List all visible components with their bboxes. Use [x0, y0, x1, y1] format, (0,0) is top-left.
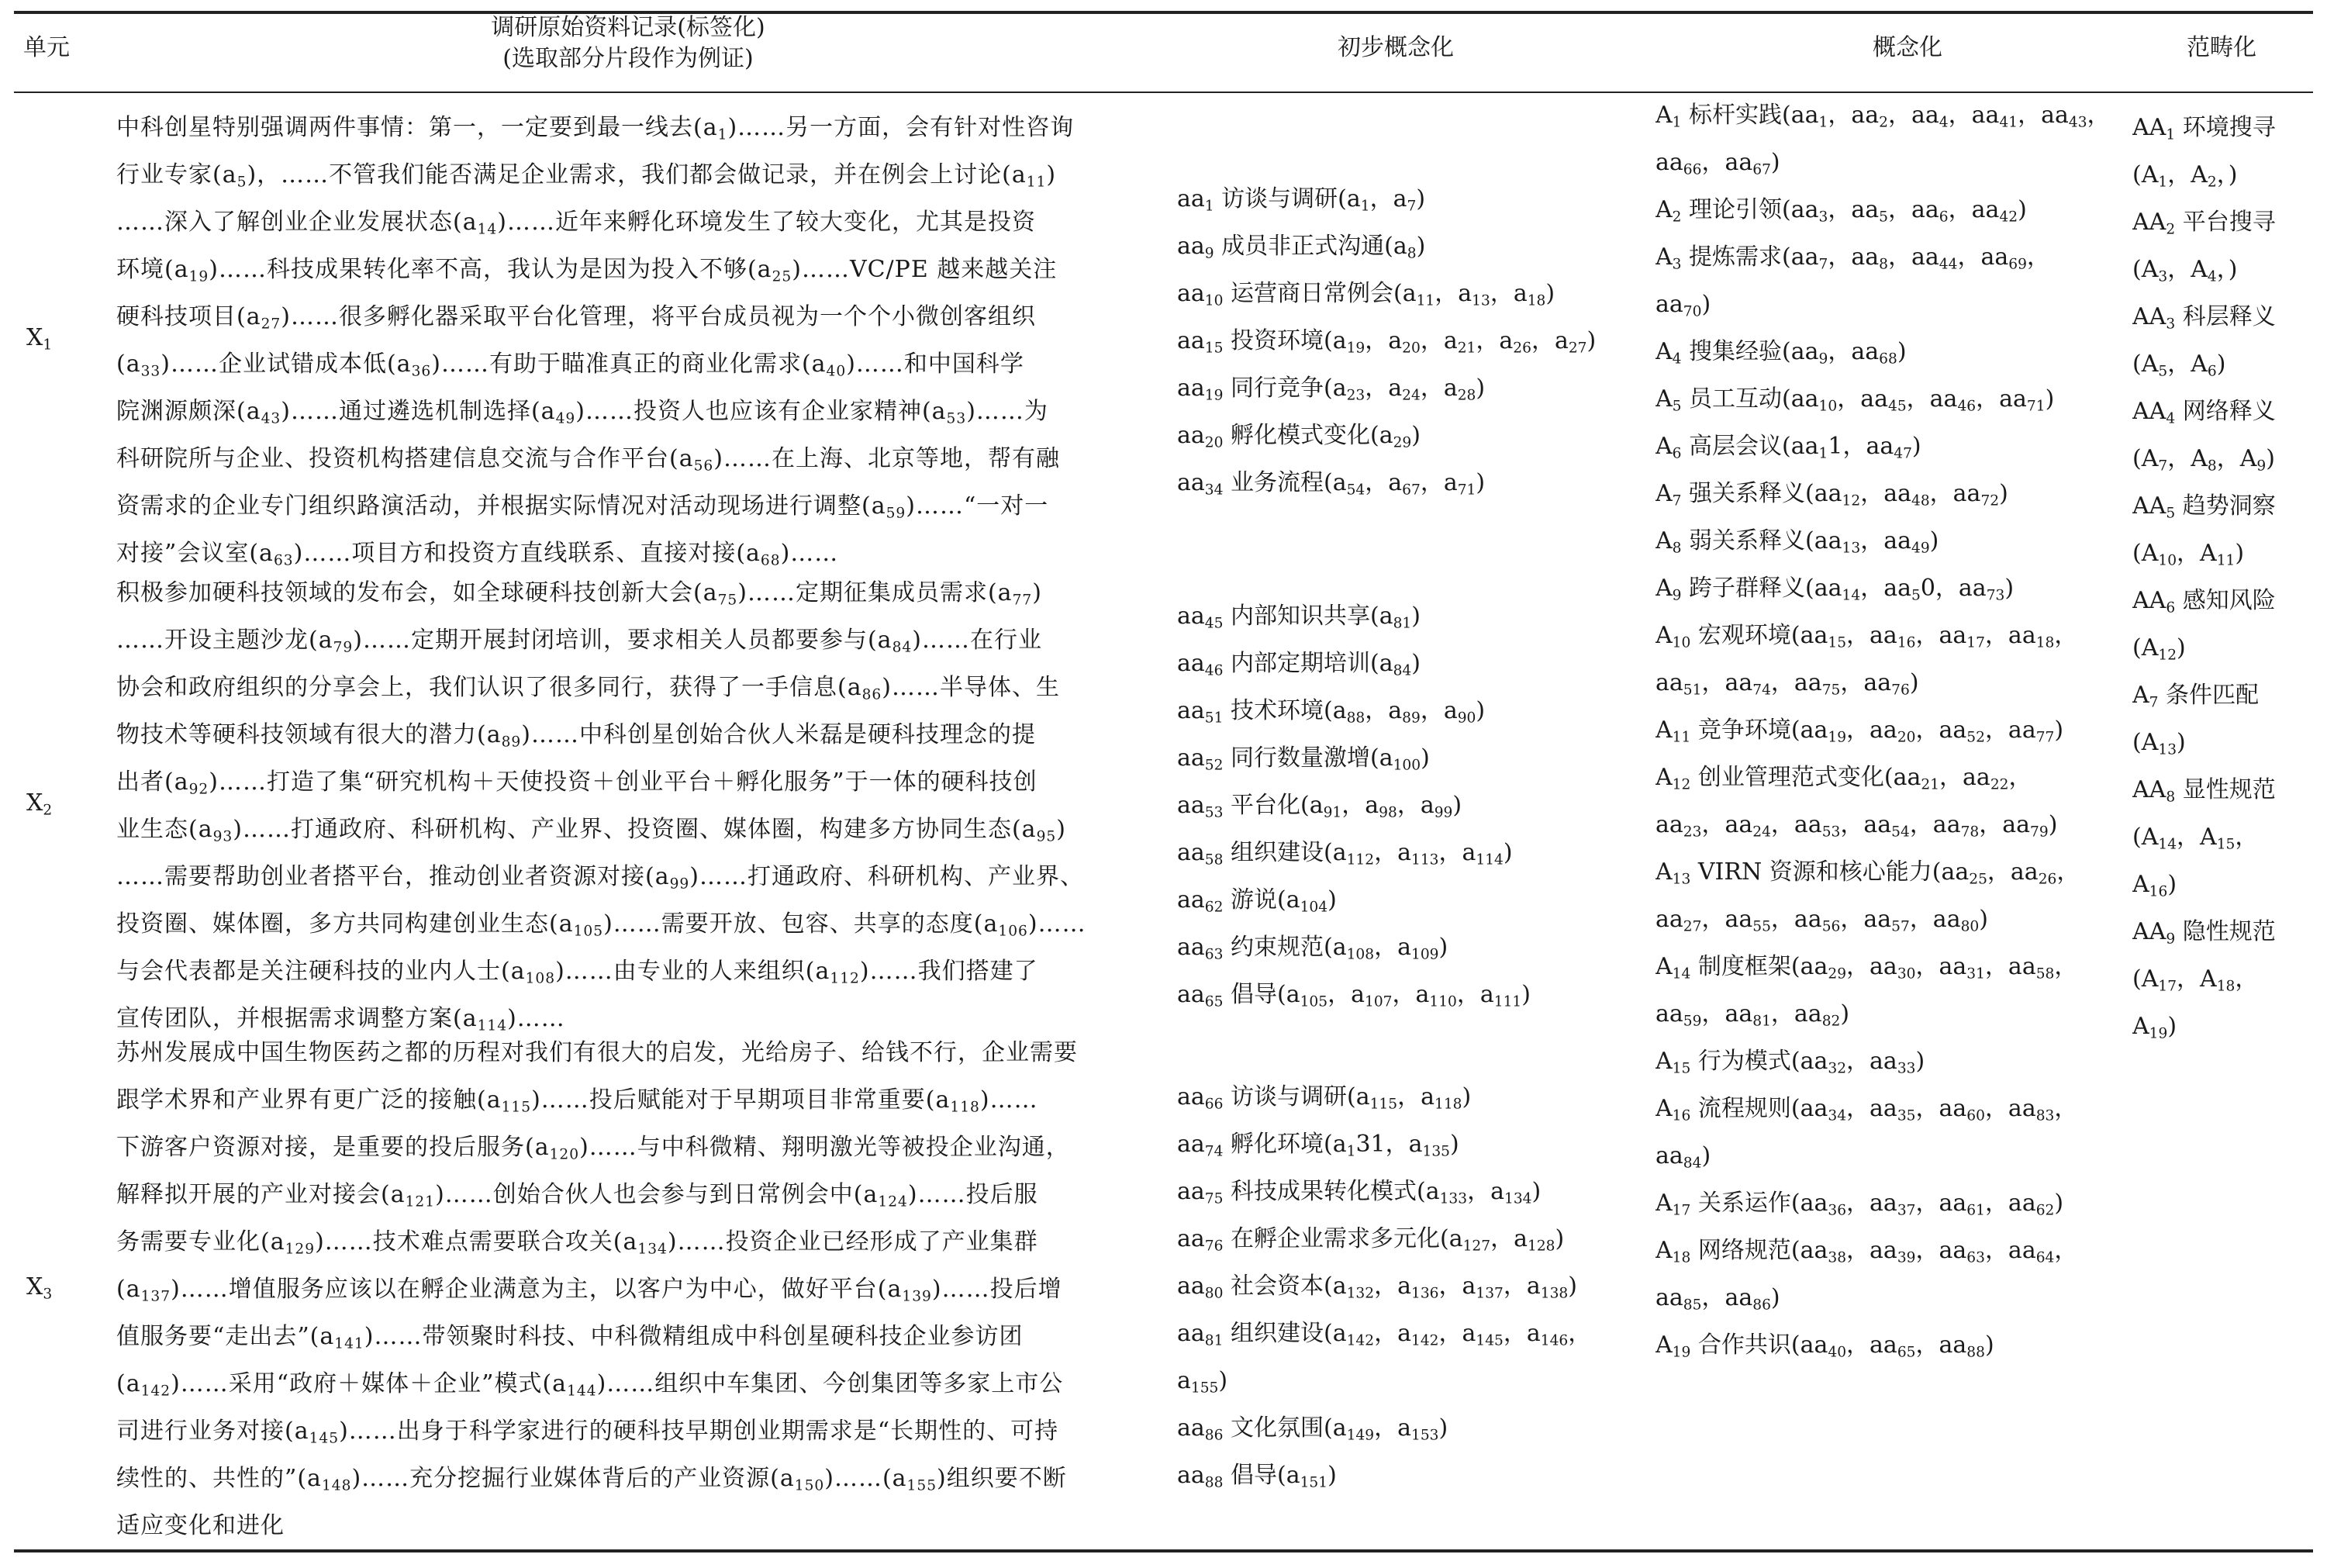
category-item: $AA_6$ 感知风险	[2132, 587, 2276, 616]
raw-record-line: 适应变化和进化	[116, 1512, 285, 1539]
category-item: $A_{19}$)	[2132, 1013, 2177, 1042]
concept-item: $A_{10}$ 宏观环境($aa_{15}$，$aa_{16}$，$aa_{17}$，$aa_{18}$，	[1655, 622, 2078, 651]
raw-record-line: 宣传团队，并根据需求调整方案$(a_{114})\dots\dots$	[116, 1005, 565, 1034]
header-raw-records	[116, 12, 1140, 74]
raw-record-line: 业生态$(a_{93})\dots\dots$打通政府、科研机构、产业界、投资圈、媒体圈，构建多方协同生态$(a_{95})$	[116, 816, 1066, 845]
initial-concept-item: $aa_{10}$ 运营商日常例会($a_{11}$，$a_{13}$，$a_{18}$)	[1177, 280, 1555, 309]
concept-item: $A_{16}$ 流程规则($aa_{34}$，$aa_{35}$，$aa_{60}$，$aa_{83}$，	[1655, 1095, 2078, 1124]
initial-concept-item: $aa_9$ 成员非正式沟通$(a_8)$	[1177, 233, 1426, 262]
initial-concept-item: $aa_{65}$ 倡导($a_{105}$，$a_{107}$，$a_{110}$，$a_{111}$)	[1177, 981, 1531, 1010]
header-initial-conceptualization: 初步概念化	[1338, 34, 1454, 61]
header-raw-line1: 调研原始资料记录(标签化)	[491, 14, 765, 41]
category-item: $AA_1$ 环境搜寻	[2132, 114, 2276, 143]
initial-concept-item: $aa_{66}$ 访谈与调研($a_{115}$，$a_{118}$)	[1177, 1083, 1472, 1113]
category-item: ($A_{14}$，$A_{15}$，	[2132, 824, 2259, 853]
concept-item: $A_{14}$ 制度框架($aa_{29}$，$aa_{30}$，$aa_{31}$，$aa_{58}$，	[1655, 953, 2078, 983]
category-item: $(A_{12})$	[2132, 634, 2186, 664]
raw-record-line: 对接”会议室$(a_{63})\dots\dots$项目方和投资方直线联系、直接对接$(a_{68})\dots\dots$	[116, 540, 839, 569]
header-unit: 单元	[23, 34, 70, 61]
category-item: $AA_5$ 趋势洞察	[2132, 492, 2276, 522]
initial-concept-item: $aa_{74}$ 孵化环境($a_131$，$a_{135}$)	[1177, 1131, 1459, 1160]
concept-item: $A_9$ 跨子群释义($aa_{14}$，$aa_50$，$aa_{73}$)	[1655, 575, 2015, 604]
initial-concept-item: $aa_{34}$ 业务流程($a_{54}$，$a_{67}$，$a_{71}$)	[1177, 469, 1486, 499]
raw-record-line: ……开设主题沙龙$(a_{79})\dots\dots$定期开展封闭培训，要求相关人员都要参与$(a_{84})\dots\dots$在行业	[116, 627, 1042, 656]
category-item: ($A_{10}$，$A_{11}$)	[2132, 540, 2245, 569]
concept-item: $A_{11}$ 竞争环境($aa_{19}$，$aa_{20}$，$aa_{52}$，$aa_{77}$)	[1655, 717, 2064, 746]
header-raw-line2: (选取部分片段作为例证)	[502, 45, 754, 72]
initial-concept-item: $aa_{75}$ 科技成果转化模式($a_{133}$，$a_{134}$)	[1177, 1178, 1542, 1207]
raw-record-line: 协会和政府组织的分享会上，我们认识了很多同行，获得了一手信息$(a_{86})\dots\dots$半导体、生	[116, 674, 1060, 703]
category-item: $AA_8$ 显性规范	[2132, 776, 2276, 806]
category-item: ($A_{17}$，$A_{18}$，	[2132, 965, 2259, 995]
raw-record-line: 环境$(a_{19})\dots\dots$科技成果转化率不高，我认为是因为投入不够$(a_{25})\dots\dots VC/PE$ 越来越关注	[116, 256, 1058, 285]
raw-records-x1	[116, 104, 1074, 577]
raw-records-x2	[116, 569, 1086, 1042]
initial-concept-item: $aa_{80}$ 社会资本($a_{132}$，$a_{136}$，$a_{137}$，$a_{138}$)	[1177, 1273, 1577, 1302]
initial-concept-item: $aa_{86}$ 文化氛围($a_{149}$，$a_{153}$)	[1177, 1414, 1448, 1444]
category-item: $AA_2$ 平台搜寻	[2132, 209, 2276, 238]
raw-record-line: $(a_{137})\dots\dots$增值服务应该以在孵企业满意为主，以客户为中心，做好平台$(a_{139})\dots\dots$投后增	[116, 1276, 1062, 1305]
unit-x2: $X_2$	[26, 789, 53, 819]
initial-concept-item: $aa_{58}$ 组织建设($a_{112}$，$a_{113}$，$a_{114}$)	[1177, 839, 1513, 869]
category-item: ($A_7$，$A_8$，$A_9$)	[2132, 445, 2275, 475]
raw-record-line: 积极参加硬科技领域的发布会，如全球硬科技创新大会$(a_{75})\dots\dots$定期征集成员需求$(a_{77})$	[116, 579, 1042, 609]
initial-concept-item: $aa_{62}$ 游说$(a_{104})$	[1177, 886, 1337, 916]
raw-record-line: 与会代表都是关注硬科技的业内人士$(a_{108})\dots\dots$由专业的人来组织$(a_{112})\dots\dots$我们搭建了	[116, 958, 1038, 987]
initial-concept-item: $aa_{81}$ 组织建设($a_{142}$，$a_{142}$，$a_{145}$，$a_{146}$，	[1177, 1320, 1592, 1349]
header-categorization: 范畴化	[2187, 34, 2256, 61]
raw-records-x3	[116, 1029, 1078, 1549]
category-item: $AA_3$ 科层释义	[2132, 303, 2276, 333]
initial-concept-item: $aa_{76}$ 在孵企业需求多元化($a_{127}$，$a_{128}$)	[1177, 1225, 1565, 1255]
bottom-rule	[14, 1549, 2313, 1552]
raw-record-line: 苏州发展成中国生物医药之都的历程对我们有很大的启发，光给房子、给钱不行，企业需要	[116, 1039, 1078, 1066]
raw-record-line: 中科创星特别强调两件事情：第一，一定要到最一线去$(a_1)\dots\dots$另一方面，会有针对性咨询	[116, 114, 1075, 143]
raw-record-line: 硬科技项目$(a_{27})\dots\dots$很多孵化器采取平台化管理，将平台成员视为一个个小微创客组织	[116, 303, 1036, 333]
initial-concept-item: $aa_{15}$ 投资环境($a_{19}$，$a_{20}$，$a_{21}$，$a_{26}$，$a_{27}$)	[1177, 327, 1597, 357]
initial-concept-item: $aa_{63}$ 约束规范($a_{108}$，$a_{109}$)	[1177, 934, 1448, 963]
concept-item: $A_7$ 强关系释义($aa_{12}$，$aa_{48}$，$aa_{72}$)	[1655, 480, 2008, 509]
raw-record-line: ……深入了解创业企业发展状态$(a_{14})\dots\dots$近年来孵化环境发生了较大变化，尤其是投资	[116, 209, 1036, 238]
initial-concept-item: $aa_{20}$ 孵化模式变化$(a_{29})$	[1177, 422, 1421, 451]
raw-record-line: 投资圈、媒体圈，多方共同构建创业生态$(a_{105})\dots\dots$需要开放、包容、共享的态度$(a_{106})\dots\dots$	[116, 910, 1086, 940]
raw-record-line: 跟学术界和产业界有更广泛的接触$(a_{115})\dots\dots$投后赋能对于早期项目非常重要$(a_{118})\dots\dots$	[116, 1086, 1038, 1116]
raw-record-line: 资需求的企业专门组织路演活动，并根据实际情况对活动现场进行调整$(a_{59})\dots\dots“$一对一	[116, 492, 1049, 522]
category-item: $(A_{13})$	[2132, 729, 2186, 758]
unit-x3: $X_3$	[26, 1273, 53, 1303]
concept-item: $aa_{70}$)	[1655, 291, 1711, 320]
raw-record-line: 司进行业务对接$(a_{145})\dots\dots$出身于科学家进行的硬科技早期创业期需求是“长期性的、可持	[116, 1418, 1059, 1447]
concept-item: $A_8$ 弱关系释义($aa_{13}$，$aa_{49}$)	[1655, 527, 1939, 557]
category-item: ($A_1$，$A_2$，)	[2132, 161, 2238, 191]
initial-concepts-x1	[1177, 175, 1596, 506]
concept-item: $A_{18}$ 网络规范($aa_{38}$，$aa_{39}$，$aa_{63}$，$aa_{64}$，	[1655, 1237, 2078, 1266]
concept-item: $A_{13}$ VIRN 资源和核心能力($aa_{25}$，$aa_{26}$，	[1655, 858, 2080, 888]
initial-concept-item: $aa_{51}$ 技术环境($a_{88}$，$a_{89}$，$a_{90}$)	[1177, 697, 1486, 727]
concept-item: $A_2$ 理论引领($aa_3$，$aa_5$，$aa_6$，$aa_{42}$)	[1655, 196, 2027, 226]
concept-list	[1655, 92, 2111, 1369]
initial-concept-item: $a_{155}$)	[1177, 1367, 1228, 1397]
category-item: $A_7$ 条件匹配	[2132, 682, 2260, 711]
unit-x1: $X_1$	[26, 324, 53, 354]
raw-record-line: 下游客户资源对接，是重要的投后服务$(a_{120})\dots\dots$与中科微精、翔明激光等被投企业沟通，	[116, 1134, 1070, 1163]
concept-item: $A_1$ 标杆实践($aa_1$，$aa_2$，$aa_4$，$aa_{41}$，$aa_{43}$，	[1655, 102, 2111, 131]
concept-item: $aa_{85}$，$aa_{86}$)	[1655, 1284, 1780, 1314]
category-item: $AA_9$ 隐性规范	[2132, 918, 2276, 948]
concept-item: $A_3$ 提炼需求($aa_7$，$aa_8$，$aa_{44}$，$aa_{69}$，	[1655, 243, 2050, 273]
initial-concept-item: $aa_1$ 访谈与调研($a_1$，$a_7$)	[1177, 185, 1426, 215]
category-list	[2132, 104, 2276, 1050]
concept-item: $A_4$ 搜集经验($aa_9$，$aa_{68}$)	[1655, 338, 1907, 368]
initial-concepts-x3	[1177, 1073, 1591, 1499]
raw-record-line: 院渊源颇深$(a_{43})\dots\dots$通过遴选机制选择$(a_{49})\dots\dots$投资人也应该有企业家精神$(a_{53})\dots\dots$为	[116, 398, 1048, 427]
raw-record-line: 续性的、共性的$”(a_{148})\dots\dots$充分挖掘行业媒体背后的产业资源$(a_{150})\dots\dots(a_{155})$组织要不断	[116, 1465, 1067, 1494]
concept-item: $A_{19}$ 合作共识($aa_{40}$，$aa_{65}$，$aa_{88}$)	[1655, 1331, 1994, 1361]
concept-item: $aa_{59}$，$aa_{81}$，$aa_{82}$)	[1655, 1000, 1850, 1030]
concept-item: $aa_{27}$，$aa_{55}$，$aa_{56}$，$aa_{57}$，$aa_{80}$)	[1655, 906, 1988, 935]
concept-item: $aa_{51}$，$aa_{74}$，$aa_{75}$，$aa_{76}$)	[1655, 669, 1919, 699]
raw-record-line: 物技术等硬科技领域有很大的潜力$(a_{89})\dots\dots$中科创星创始合伙人米磊是硬科技理念的提	[116, 721, 1036, 751]
raw-record-line: 科研院所与企业、投资机构搭建信息交流与合作平台$(a_{56})\dots\dots$在上海、北京等地，帮有融	[116, 445, 1060, 475]
raw-record-line: $(a_{33})\dots\dots$企业试错成本低$(a_{36})\dots\dots$有助于瞄准真正的商业化需求$(a_{40})\dots\dots$和中国科学	[116, 351, 1024, 380]
raw-record-line: 务需要专业化$(a_{129})\dots\dots$技术难点需要联合攻关$(a_{134})\dots\dots$投资企业已经形成了产业集群	[116, 1228, 1038, 1258]
concept-item: $A_{17}$ 关系运作($aa_{36}$，$aa_{37}$，$aa_{61}$，$aa_{62}$)	[1655, 1190, 2064, 1219]
raw-record-line: 行业专家$(a_5)$，……不管我们能否满足企业需求，我们都会做记录，并在例会上讨论$(a_{11})$	[116, 161, 1057, 191]
initial-concept-item: $aa_{46}$ 内部定期培训$(a_{84})$	[1177, 650, 1421, 679]
concept-item: $aa_{66}$，$aa_{67}$)	[1655, 149, 1780, 178]
initial-concepts-x2	[1177, 592, 1531, 1018]
category-item: $AA_4$ 网络释义	[2132, 398, 2276, 427]
concept-item: $A_{12}$ 创业管理范式变化($aa_{21}$，$aa_{22}$，	[1655, 764, 2032, 793]
category-item: ($A_5$，$A_6$)	[2132, 351, 2226, 380]
initial-concept-item: $aa_{19}$ 同行竞争($a_{23}$，$a_{24}$，$a_{28}$)	[1177, 375, 1486, 404]
concept-item: $aa_{84}$)	[1655, 1142, 1711, 1172]
raw-record-line: ……需要帮助创业者搭平台，推动创业者资源对接$(a_{99})\dots\dots$打通政府、科研机构、产业界、	[116, 863, 1084, 893]
concept-item: $aa_{23}$，$aa_{24}$，$aa_{53}$，$aa_{54}$，$aa_{78}$，$aa_{79}$)	[1655, 811, 2058, 841]
raw-record-line: 出者$(a_{92})\dots\dots$打造了集“研究机构＋天使投资＋创业平台＋孵化服务”于一体的硬科技创	[116, 768, 1037, 798]
initial-concept-item: $aa_{88}$ 倡导$(a_{151})$	[1177, 1462, 1337, 1491]
raw-record-line: 值服务要“走出去$”(a_{141})\dots\dots$带领聚时科技、中科微精组成中科创星硬科技企业参访团	[116, 1323, 1024, 1352]
initial-concept-item: $aa_{52}$ 同行数量激增$(a_{100})$	[1177, 744, 1430, 774]
initial-concept-item: $aa_{53}$ 平台化($a_{91}$，$a_{98}$，$a_{99}$)	[1177, 792, 1462, 821]
raw-record-line: 解释拟开展的产业对接会$(a_{121})\dots\dots$创始合伙人也会参与到日常例会中$(a_{124})\dots\dots$投后服	[116, 1181, 1038, 1211]
concept-item: $A_5$ 员工互动($aa_{10}$，$aa_{45}$，$aa_{46}$，$aa_{71}$)	[1655, 385, 2055, 415]
concept-item: $A_6$ 高层会议($aa_11$，$aa_{47}$)	[1655, 433, 1921, 462]
concept-item: $A_{15}$ 行为模式($aa_{32}$，$aa_{33}$)	[1655, 1048, 1925, 1077]
initial-concept-item: $aa_{45}$ 内部知识共享$(a_{81})$	[1177, 603, 1421, 632]
header-conceptualization: 概念化	[1873, 34, 1942, 61]
category-item: $A_{16}$)	[2132, 871, 2177, 900]
category-item: ($A_3$，$A_4$，)	[2132, 256, 2238, 285]
raw-record-line: $(a_{142})\dots\dots$采用“政府＋媒体＋企业”模式$(a_{144})\dots\dots$组织中车集团、今创集团等多家上市公	[116, 1370, 1064, 1400]
